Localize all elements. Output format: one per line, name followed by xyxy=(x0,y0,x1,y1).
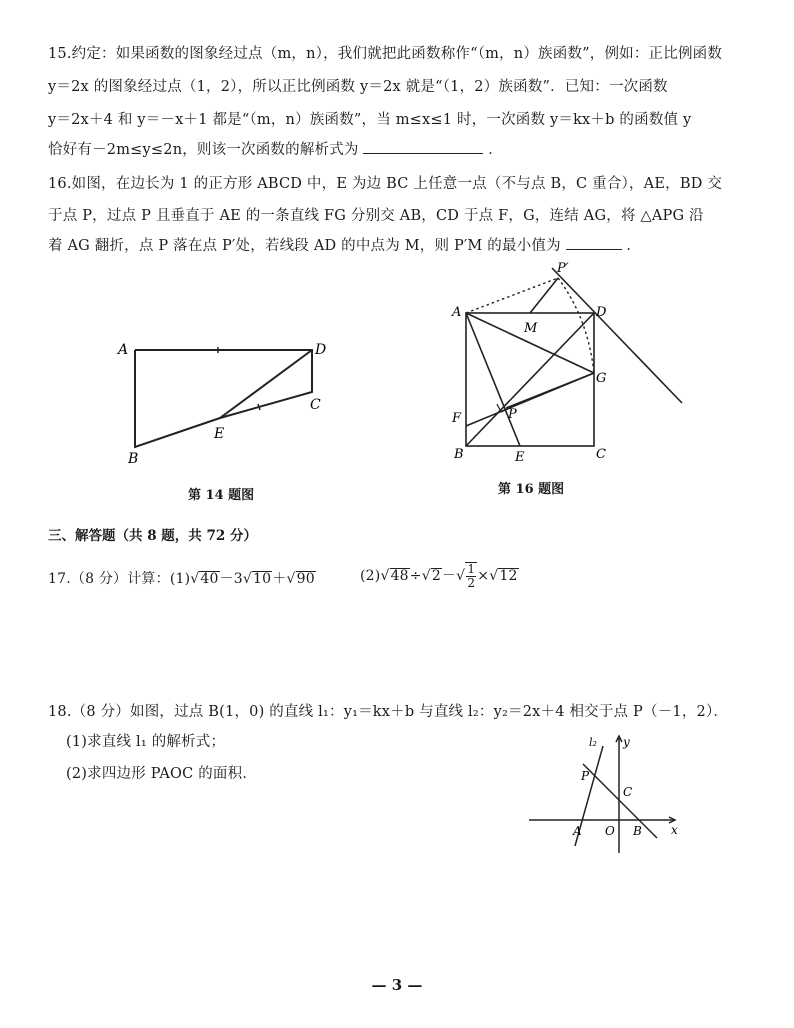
figure-14 xyxy=(110,330,340,475)
fig14-caption: 第 14 题图 xyxy=(188,488,255,503)
q18-line1: 18.（8 分）如图，过点 B(1，0) 的直线 l₁：y₁＝kx＋b 与直线 l₂：y₂＝2x＋4 相交于点 P（－1，2）． xyxy=(48,704,729,720)
q17-p2-head: (2) xyxy=(360,568,381,585)
fig14-tick-EC xyxy=(258,404,260,410)
q17-p1-op1: －3 xyxy=(219,571,243,587)
q17-p2-fraction xyxy=(465,562,477,590)
section-3-heading: 三、解答题（共 8 题，共 72 分） xyxy=(48,528,257,544)
q18-coordinate-graph xyxy=(525,728,690,858)
q17-p2-frac-den: 2 xyxy=(467,576,476,591)
q17-p1-radicand-b: 10 xyxy=(253,571,272,587)
fig16-label-M: M xyxy=(524,321,538,336)
graph-label-O: O xyxy=(605,824,615,838)
q18-sub2: (2)求四边形 PAOC 的面积． xyxy=(66,766,258,782)
q18-sub1: (1)求直线 l₁ 的解析式； xyxy=(66,734,226,750)
q17-part2: (2)√48÷√2－√ $\frac{1}{2}$ ×√12 xyxy=(360,562,518,591)
fig16-label-P-prime: P′ xyxy=(557,261,569,276)
q17-p2-minus: － xyxy=(441,568,457,585)
fig16-label-E: E xyxy=(515,450,525,465)
q16-line1: 16.如图，在边长为 1 的正方形 ABCD 中，E 为边 BC 上任意一点（不与点 B，C 重合），AE，BD 交 xyxy=(48,176,723,192)
q16-line2: 于点 P，过点 P 且垂直于 AE 的一条直线 FG 分别交 AB，CD 于点 F，G，连结 AG，将 △APG 沿 xyxy=(48,208,704,224)
graph-label-l2: l₂ xyxy=(589,736,597,749)
fig16-label-D: D xyxy=(596,305,607,320)
q17-p2-radicand-b: 2 xyxy=(431,568,441,585)
page-number: — 3 — xyxy=(371,976,423,994)
fig14-label-C: C xyxy=(310,397,321,413)
graph-label-y: y xyxy=(623,735,630,749)
fig16-label-G: G xyxy=(596,371,607,386)
q17-head: 17.（8 分）计算：(1) xyxy=(48,571,191,587)
graph-label-x: x xyxy=(671,823,678,837)
q17-p1-radicand-a: 40 xyxy=(200,571,219,587)
fig14-label-B: B xyxy=(128,451,139,467)
q17-p2-times: × xyxy=(477,568,490,585)
q17-p2-frac-num: 1 xyxy=(467,562,476,576)
q15-answer-blank xyxy=(363,153,483,154)
figure-16 xyxy=(440,258,700,468)
q16-answer-blank xyxy=(566,249,622,250)
fig16-label-A: A xyxy=(452,305,462,320)
fig14-segment-ED xyxy=(220,350,312,418)
fig16-label-C: C xyxy=(596,447,606,462)
line-l1 xyxy=(583,764,657,838)
graph-label-P: P xyxy=(581,769,590,783)
q17-p1-radicand-c: 90 xyxy=(296,571,315,587)
q17-p1-op2: ＋ xyxy=(272,571,287,587)
graph-label-A: A xyxy=(573,824,582,838)
fig16-label-P: P xyxy=(508,407,517,422)
q17-p2-div: ÷ xyxy=(409,568,422,585)
fig14-label-E: E xyxy=(214,426,225,442)
graph-label-B: B xyxy=(633,824,642,838)
q15-line2: y＝2x 的图象经过点（1，2），所以正比例函数 y＝2x 就是“（1，2）族函数”．已知：一次函数 xyxy=(48,79,668,95)
q16-line3-text: 着 AG 翻折，点 P 落在点 P′处，若线段 AD 的中点为 M，则 P′M 的最小值为 xyxy=(48,238,561,254)
q15-line1: 15.约定：如果函数的图象经过点（m，n），我们就把此函数称作“（m，n）族函数”，例如：正比例函数 xyxy=(48,46,723,62)
q17-part1: 17.（8 分）计算：(1)√40－3√10＋√90 xyxy=(48,571,315,587)
q15-line4-text: 恰好有－2m≤y≤2n，则该一次函数的解析式为 xyxy=(48,142,359,158)
q17-p2-radicand-c: 12 xyxy=(499,568,518,585)
q17-p2-radicand-a: 48 xyxy=(390,568,409,585)
graph-label-C: C xyxy=(623,785,633,799)
fig16-label-B: B xyxy=(454,447,464,462)
fig16-caption: 第 16 题图 xyxy=(498,482,565,497)
fig16-label-F: F xyxy=(452,411,462,426)
fig14-label-A: A xyxy=(118,342,129,358)
q15-line4: 恰好有－2m≤y≤2n，则该一次函数的解析式为 ． xyxy=(48,142,503,158)
q15-line3: y＝2x＋4 和 y＝－x＋1 都是“（m，n）族函数”，当 m≤x≤1 时，一次函数 y＝kx＋b 的函数值 y xyxy=(48,112,692,128)
fig14-label-D: D xyxy=(315,342,327,358)
q16-line3: 着 AG 翻折，点 P 落在点 P′处，若线段 AD 的中点为 M，则 P′M 的最小值为 ． xyxy=(48,238,642,254)
fig16-segment-AE xyxy=(466,313,520,446)
